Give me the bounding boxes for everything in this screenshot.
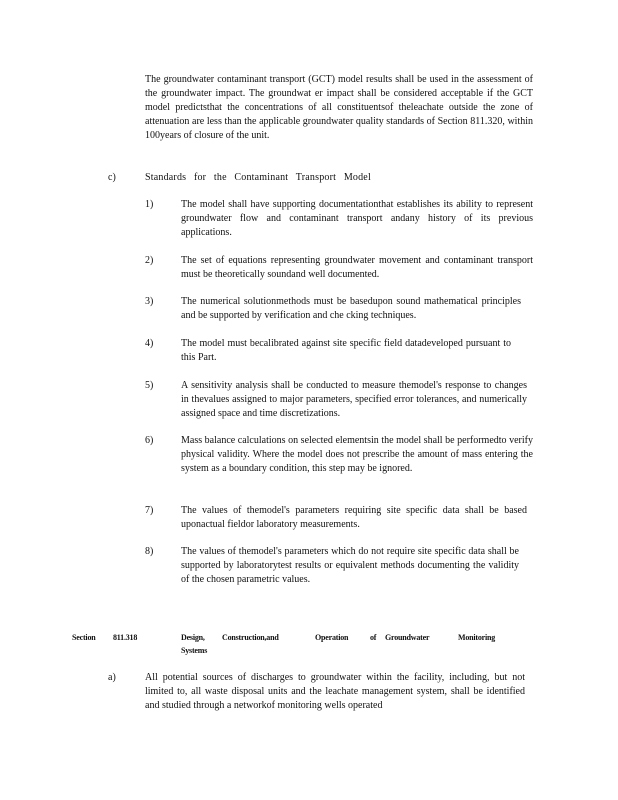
section-title-word-systems: Systems (181, 646, 208, 655)
intro-paragraph: The groundwater contaminant transport (GCT) model results shall be used in the assessment of the groundwater impact. The groundwat er impact shall be considered acceptable if the GCT model predictsthat the concentrations of all constituentsof theleachate outside the zone of attenuation are less than the applicable groundwater quality standards of Section 811.320, within 100years of closure of the unit. (145, 74, 533, 141)
subsection-a-label: a) (108, 672, 116, 683)
section-title-word-construction: Construction,and (222, 633, 279, 642)
subsection-a-text: All potential sources of discharges to groundwater within the facility, including, but not limited to, all waste disposal units and the leachate management system, shall be identified and studied through a networkof monitoring wells operated (145, 672, 525, 711)
item-5-number: 5) (145, 380, 154, 391)
item-7-number: 7) (145, 505, 154, 516)
item-3-number: 3) (145, 296, 154, 307)
section-title-word-of: of (370, 633, 377, 642)
item-1-text: The model shall have supporting documentationthat establishes its ability to represent groundwater flow and contaminant transport andany history of its previous applications. (181, 199, 533, 238)
section-title-word-operation: Operation (315, 633, 349, 642)
item-2-text: The set of equations representing groundwater movement and contaminant transport must be theoretically soundand well documented. (181, 255, 533, 280)
section-word: Section (72, 633, 96, 642)
item-8-text: The values of themodel's parameters which do not require site specific data shall be supported by laboratorytest results or equivalent methods documenting the validity of the chosen parametric values. (181, 546, 519, 585)
subsection-c-title: Standards for the Contaminant Transport Model (145, 172, 371, 183)
section-title-word-groundwater: Groundwater (385, 633, 430, 642)
section-number: 811.318 (113, 633, 138, 642)
section-title-word-monitoring: Monitoring (458, 633, 496, 642)
item-4-number: 4) (145, 338, 154, 349)
section-title-word-design: Design, (181, 633, 205, 642)
item-5-text: A sensitivity analysis shall be conducted to measure themodel's response to changes in thevalues assigned to major parameters, specified error tolerances, and numerically assigned space and time discretizations. (181, 380, 527, 419)
item-7-text: The values of themodel's parameters requiring site specific data shall be based uponactual fieldor laboratory measurements. (181, 505, 527, 530)
subsection-c-label: c) (108, 172, 116, 183)
item-8-number: 8) (145, 546, 154, 557)
item-6-text: Mass balance calculations on selected elementsin the model shall be performedto verify physical validity. Where the model does not prescribe the amount of mass entering the system as a boundary condition, this step may be ignored. (181, 435, 533, 474)
item-4-text: The model must becalibrated against site specific field datadeveloped pursuant to this Part. (181, 338, 511, 363)
item-6-number: 6) (145, 435, 154, 446)
item-3-text: The numerical solutionmethods must be basedupon sound mathematical principles and be supported by verification and che cking techniques. (181, 296, 521, 321)
item-1-number: 1) (145, 199, 154, 210)
item-2-number: 2) (145, 255, 154, 266)
